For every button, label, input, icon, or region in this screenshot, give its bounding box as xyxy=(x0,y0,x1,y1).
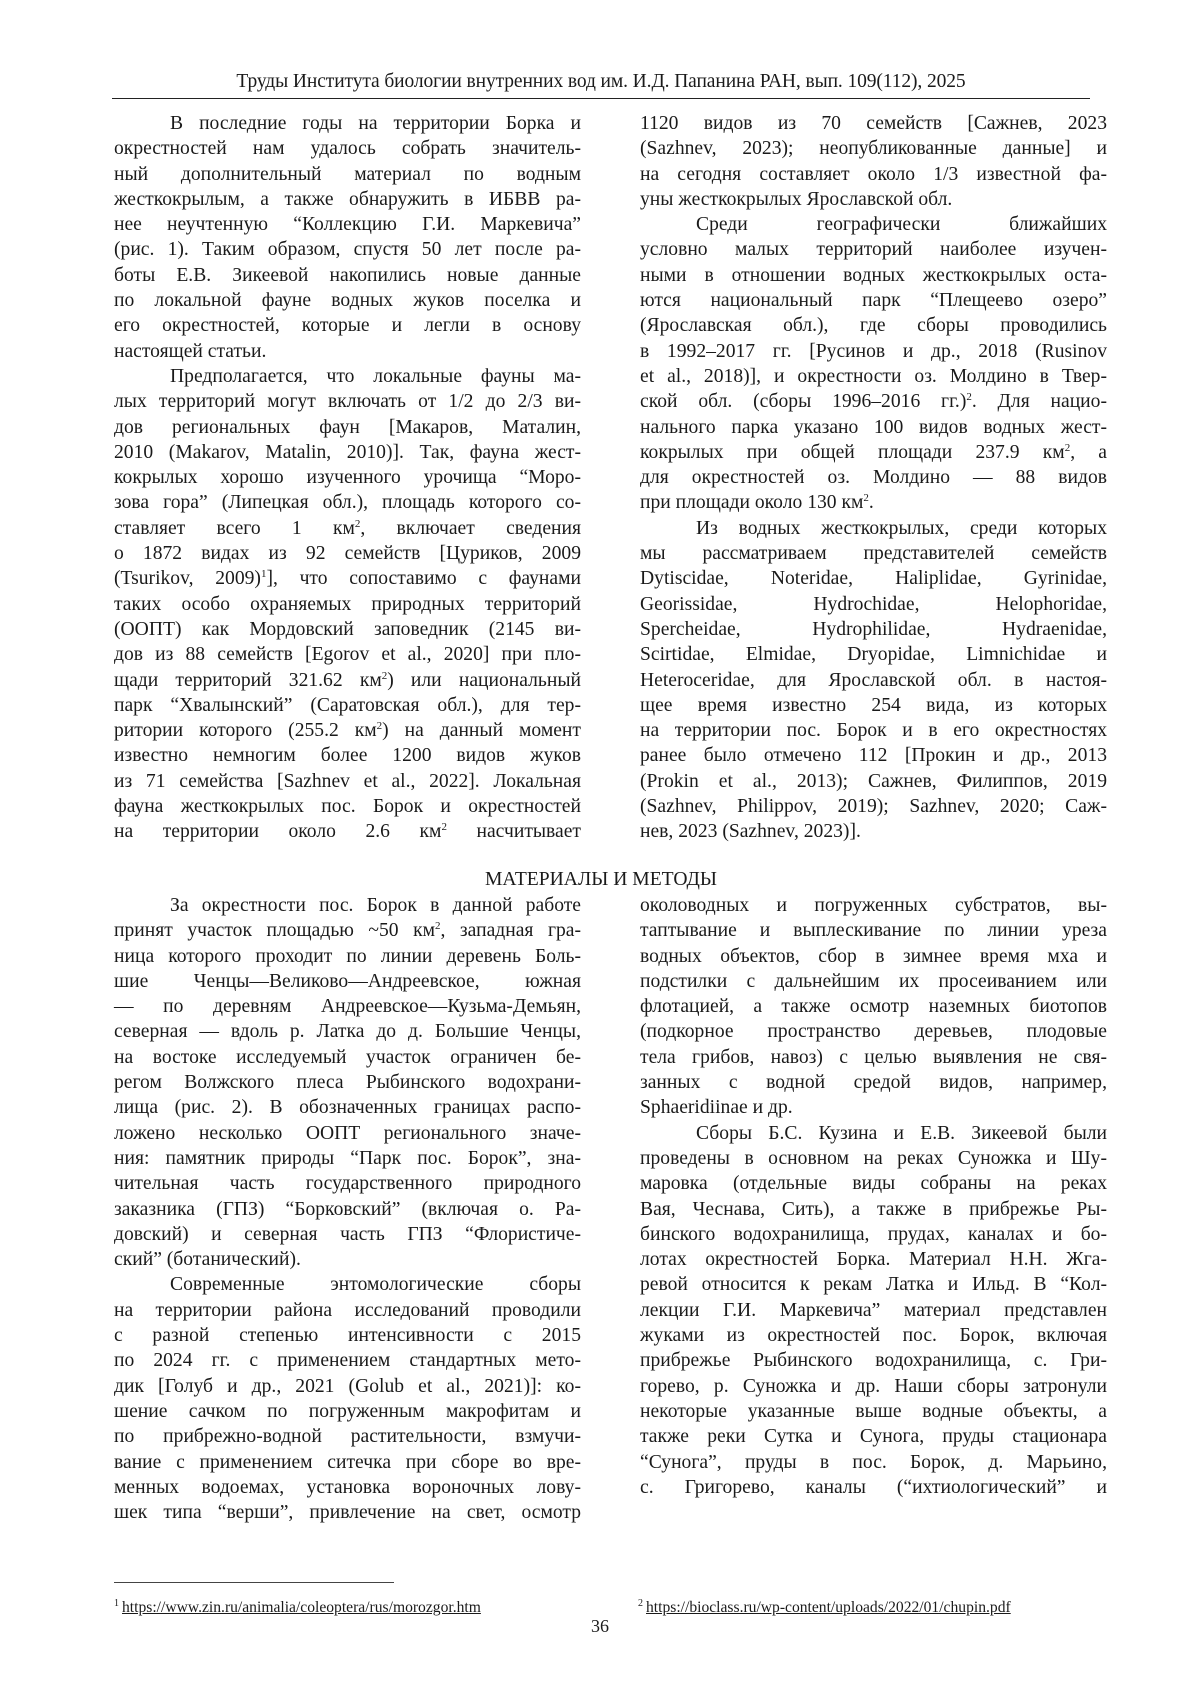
text-line: его окрестностей, которые и легли в основу xyxy=(114,315,581,337)
text-line: 1120 видов из 70 семейств [Сажнев, 2023 xyxy=(640,113,1107,134)
text-line: таких особо охраняемых природных территорий xyxy=(114,593,581,615)
text-line: шение сачком по погруженным макрофитам и xyxy=(114,1400,581,1422)
text-line: при площади около 130 $км^2$. xyxy=(640,492,874,514)
footnote-divider xyxy=(114,1582,394,1583)
right-column-intro xyxy=(640,111,1107,845)
text-line: (Ярославская обл.), где сборы проводились xyxy=(640,315,1107,337)
text-line: ются национальный парк “Плещеево озеро” xyxy=(640,290,1107,312)
text-line: флотацией, а также осмотр наземных биотопов xyxy=(640,996,1107,1018)
footnote-marker: 1 xyxy=(114,1598,119,1609)
text-line: фауна жесткокрылых пос. Борок и окрестностей xyxy=(114,796,581,818)
text-line: (рис. 1). Таким образом, спустя 50 лет после ра- xyxy=(114,239,581,261)
text-line: et al., 2018)], и окрестности оз. Молдино в Твер- xyxy=(640,365,1107,387)
text-line: горево, р. Суножка и др. Наши сборы затронули xyxy=(640,1375,1107,1397)
text-line: ский” (ботанический). xyxy=(114,1249,301,1271)
text-line: (подкорное пространство деревьев, плодовые xyxy=(640,1021,1107,1043)
text-line: с. Григорево, каналы (“ихтиологический” и xyxy=(640,1476,1107,1498)
text-line: За окрестности пос. Борок в данной работе xyxy=(170,895,581,916)
text-line: околоводных и погруженных субстратов, вы- xyxy=(640,895,1107,916)
text-line: настоящей статьи. xyxy=(114,340,267,362)
text-line: уны жесткокрылых Ярославской обл. xyxy=(640,188,953,210)
text-line: Вая, Чеснава, Сить), а также в прибрежье Ры- xyxy=(640,1198,1107,1220)
text-line: кокрылых хорошо изученного урочища “Моро- xyxy=(114,467,581,489)
text-line: шие Ченцы—Великово—Андреевское, южная xyxy=(114,970,581,992)
text-line: Современные энтомологические сборы xyxy=(170,1274,581,1296)
text-line: на сегодня составляет около 1/3 известной фа- xyxy=(640,163,1107,185)
left-column-methods xyxy=(114,893,581,1525)
text-line: условно малых территорий наиболее изучен- xyxy=(640,239,1107,261)
text-line: на территории около 2.6 $км^2$ насчитывает xyxy=(114,821,581,843)
text-line: (Sazhnev, Philippov, 2019); Sazhnev, 2020; Саж- xyxy=(640,796,1107,818)
text-line: боты Е.В. Зикеевой накопились новые данные xyxy=(114,264,581,286)
text-line: вание с применением ситечка при сборе во вре- xyxy=(114,1451,581,1473)
text-line: на территории пос. Борок и в его окрестностях xyxy=(640,720,1107,742)
text-line: (Tsurikov, 2009)$^1$], что сопоставимо с фаунами xyxy=(114,568,581,590)
right-column-methods xyxy=(640,893,1107,1500)
text-line: кокрылых при общей площади 237.9 $км^2$, а xyxy=(640,441,1107,463)
text-line: дик [Голуб и др., 2021 (Golub et al., 2021)]: ко- xyxy=(114,1375,581,1397)
text-line: Georissidae, Hydrochidae, Helophoridae, xyxy=(640,593,1107,615)
text-line: по 2024 гг. с применением стандартных мето- xyxy=(114,1350,581,1372)
text-line: нального парка указано 100 видов водных жест- xyxy=(640,416,1107,438)
text-line: известно немногим более 1200 видов жуков xyxy=(114,745,581,767)
text-line: ставляет всего 1 $км^2$, включает сведения xyxy=(114,517,582,539)
text-line: “Сунога”, пруды в пос. Борок, д. Марьино, xyxy=(640,1451,1107,1473)
text-line: Sphaeridiinae и др. xyxy=(640,1097,793,1119)
footnote-marker: 2 xyxy=(638,1598,643,1609)
text-line: маровка (отдельные виды собраны на реках xyxy=(640,1173,1107,1195)
section-heading-materials-methods: МАТЕРИАЛЫ И МЕТОДЫ xyxy=(484,869,718,890)
text-line: дов региональных фаун [Макаров, Маталин, xyxy=(114,416,581,438)
text-line: лых территорий могут включать от 1/2 до 2/3 ви- xyxy=(114,391,581,413)
text-line: довский) и северная часть ГПЗ “Флористиче- xyxy=(114,1223,581,1245)
text-line: менных водоемах, установка вороночных лову- xyxy=(114,1476,581,1498)
text-line: Scirtidae, Elmidae, Dryopidae, Limnichidae и xyxy=(640,644,1107,666)
text-line: ревой относится к рекам Латка и Ильд. В “Кол- xyxy=(640,1274,1107,1296)
text-line: (Sazhnev, 2023); неопубликованные данные] и xyxy=(640,138,1107,160)
text-line: проведены в основном на реках Суножка и Шу- xyxy=(640,1147,1107,1169)
text-line: (Prokin et al., 2013); Сажнев, Филиппов, 2019 xyxy=(640,770,1107,792)
text-line: лекции Г.И. Маркевича” материал представлен xyxy=(640,1299,1107,1321)
footnote-link[interactable]: https://www.zin.ru/animalia/coleoptera/rus/morozgor.htm xyxy=(122,1599,481,1616)
text-line: окрестностей нам удалось собрать значитель- xyxy=(114,138,581,160)
text-line: тела грибов, навоз) с целью выявления не свя- xyxy=(640,1046,1107,1068)
text-line: ница которого проходит по линии деревень Боль- xyxy=(114,945,581,967)
text-line: в 1992–2017 гг. [Русинов и др., 2018 (Rusinov xyxy=(640,340,1107,362)
text-line: дов из 88 семейств [Egorov et al., 2020] при пло- xyxy=(114,644,581,666)
text-line: северная — вдоль р. Латка до д. Большие Ченцы, xyxy=(114,1021,581,1043)
text-line: — по деревням Андреевское—Кузьма-Демьян, xyxy=(114,996,581,1018)
text-line: регом Волжского плеса Рыбинского водохрани- xyxy=(114,1072,581,1094)
text-line: (ООПТ) как Мордовский заповедник (2145 ви- xyxy=(114,618,581,640)
footnote-link[interactable]: https://bioclass.ru/wp-content/uploads/2022/01/chupin.pdf xyxy=(646,1599,1011,1616)
text-line: Среди географически ближайших xyxy=(696,214,1107,236)
text-line: ния: памятник природы “Парк пос. Борок”, зна- xyxy=(114,1147,581,1169)
text-line: некоторые указанные выше водные объекты, а xyxy=(640,1400,1107,1422)
text-line: Сборы Б.С. Кузина и Е.В. Зикеевой были xyxy=(696,1122,1107,1144)
text-line: ный дополнительный материал по водным xyxy=(114,163,581,185)
text-line: для окрестностей оз. Молдино — 88 видов xyxy=(640,467,1107,489)
text-line: ными в отношении водных жесткокрылых оста- xyxy=(640,264,1107,286)
text-line: щее время известно 254 вида, из которых xyxy=(640,694,1107,716)
text-line: нев, 2023 (Sazhnev, 2023)]. xyxy=(640,821,861,843)
page-number: 36 xyxy=(591,1616,609,1636)
text-line: принят участок площадью ~50 $км^2$, западная гра- xyxy=(114,920,581,942)
text-line: подстилки с дальнейшим их просеиванием или xyxy=(640,970,1107,992)
text-line: Предполагается, что локальные фауны ма- xyxy=(170,365,581,387)
text-line: бинского водохранилища, прудах, каналах и бо- xyxy=(640,1223,1107,1245)
text-line: водных объектов, сбор в зимнее время мха и xyxy=(640,945,1107,967)
text-line: В последние годы на территории Борка и xyxy=(170,113,581,134)
text-line: занных с водной средой видов, например, xyxy=(640,1072,1107,1094)
text-line: нее неучтенную “Коллекцию Г.И. Маркевича” xyxy=(114,214,581,236)
text-line: Dytiscidae, Noteridae, Haliplidae, Gyrinidae, xyxy=(640,568,1107,590)
text-line: с разной степенью интенсивности с 2015 xyxy=(114,1325,581,1347)
text-line: ритории которого (255.2 $км^2$) на данный момент xyxy=(114,720,581,742)
text-line: ранее было отмечено 112 [Прокин и др., 2013 xyxy=(640,745,1107,767)
text-line: щади территорий 321.62 $км^2$) или национальный xyxy=(114,669,581,691)
header-divider xyxy=(112,98,1090,99)
running-header: Труды Института биологии внутренних вод им. И.Д. Папанина РАН, вып. 109(112), 2025 xyxy=(236,71,966,92)
text-line: мы рассматриваем представителей семейств xyxy=(640,543,1107,565)
left-column-intro xyxy=(114,111,581,845)
text-line: из 71 семейства [Sazhnev et al., 2022]. Локальная xyxy=(114,770,581,792)
text-line: о 1872 видах из 92 семейств [Цуриков, 2009 xyxy=(114,543,581,565)
text-line: прибрежье Рыбинского водохранилища, с. Гри- xyxy=(640,1350,1107,1372)
text-line: также реки Сутка и Сунога, пруды стационара xyxy=(640,1426,1107,1448)
text-line: по прибрежно-водной растительности, взмучи- xyxy=(114,1426,581,1448)
text-line: таптывание и выплескивание по линии уреза xyxy=(640,920,1107,942)
text-line: на территории района исследований проводили xyxy=(114,1299,581,1321)
text-line: Из водных жесткокрылых, среди которых xyxy=(696,517,1107,539)
text-line: лища (рис. 2). В обозначенных границах распо- xyxy=(114,1097,581,1119)
text-line: чительная часть государственного природного xyxy=(114,1173,581,1195)
text-line: 2010 (Makarov, Matalin, 2010)]. Так, фауна жест- xyxy=(114,441,581,463)
text-line: лотах окрестностей Борка. Материал Н.Н. Жга- xyxy=(640,1249,1107,1271)
text-line: шек типа “верши”, привлечение на свет, осмотр xyxy=(114,1502,581,1524)
text-line: Spercheidae, Hydrophilidae, Hydraenidae, xyxy=(640,618,1107,640)
text-line: ской обл. (сборы 1996–2016 гг.)$^2$. Для нацио- xyxy=(640,391,1107,413)
text-line: зова гора” (Липецкая обл.), площадь которого со- xyxy=(114,492,581,514)
text-line: заказника (ГПЗ) “Борковский” (включая о. Ра- xyxy=(114,1198,581,1220)
text-line: ложено несколько ООПТ регионального значе- xyxy=(114,1122,581,1144)
text-line: на востоке исследуемый участок ограничен бе- xyxy=(114,1046,581,1068)
text-line: по локальной фауне водных жуков поселка и xyxy=(114,290,581,312)
text-line: Heteroceridae, для Ярославской обл. в настоя- xyxy=(640,669,1107,691)
text-line: парк “Хвалынский” (Саратовская обл.), для тер- xyxy=(114,694,581,716)
text-line: жуками из окрестностей пос. Борок, включая xyxy=(640,1325,1107,1347)
text-line: жесткокрылым, а также обнаружить в ИБВВ ра- xyxy=(114,188,581,210)
